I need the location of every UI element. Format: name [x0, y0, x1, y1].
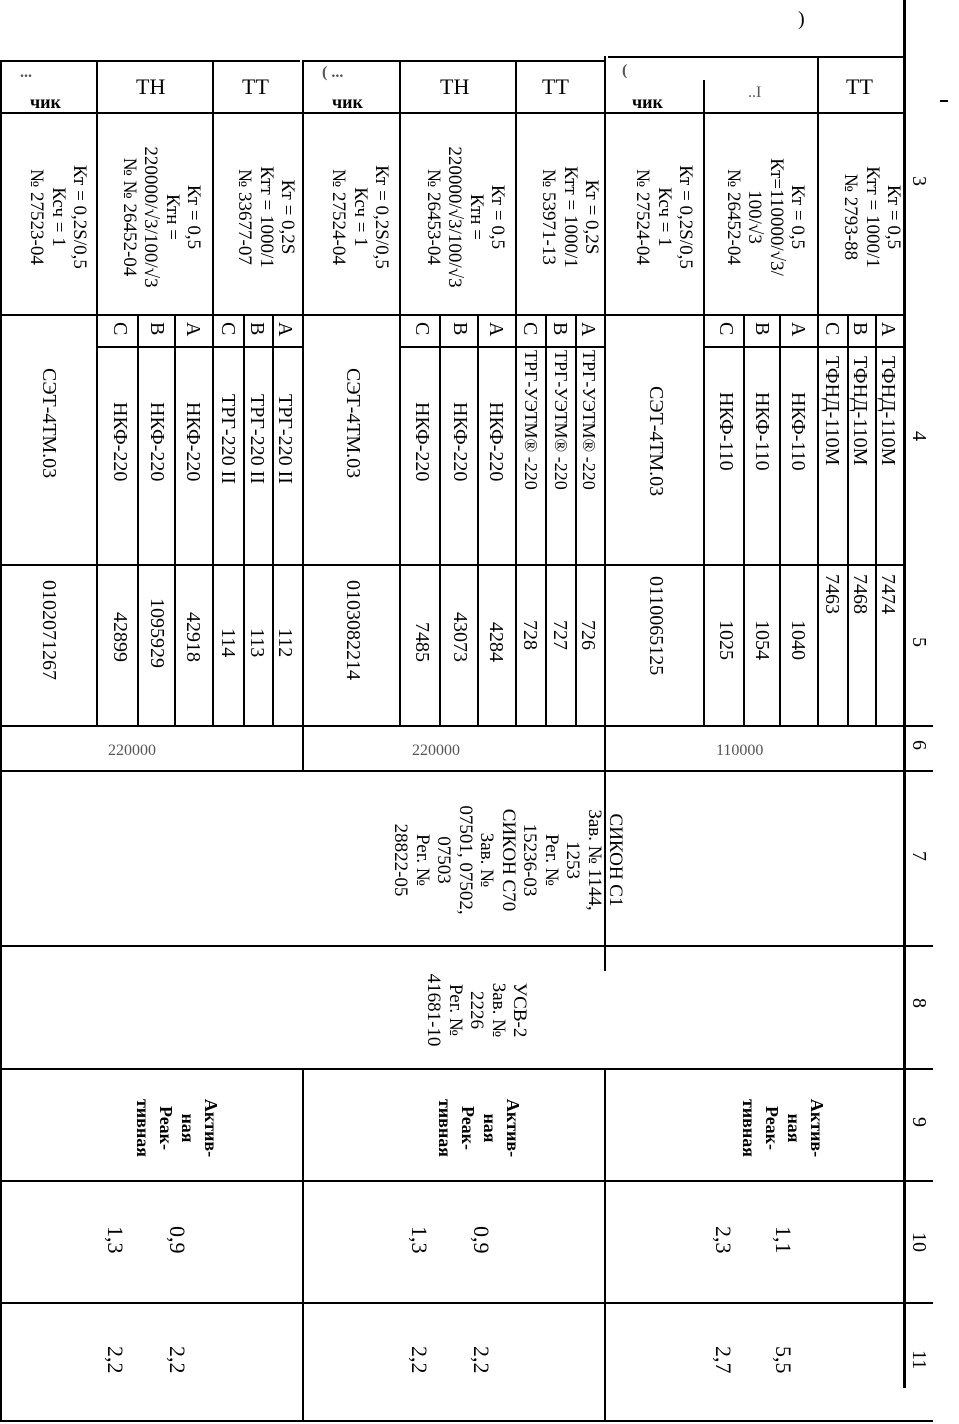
- g3-voltage: 220000: [108, 742, 156, 759]
- group2-top-header: [304, 60, 604, 62]
- g2-tt-num-a: 726: [577, 620, 599, 650]
- g1-tt-num-a: 7474: [877, 574, 899, 614]
- g1-tt-phase-a: А: [877, 322, 899, 337]
- g1-tn-phase-line: [779, 314, 781, 725]
- col6-line: [0, 770, 933, 772]
- g2-tt-type-c: ТРГ-УЭТМ® -220: [521, 350, 541, 490]
- g1-meter-type: СЭТ-4ТМ.03: [645, 386, 667, 497]
- g1-meter-num: 0110065125: [645, 576, 667, 676]
- g3-tt-num-b: 113: [246, 628, 268, 658]
- header-bottom-line: [0, 112, 906, 114]
- g3-energy: Актив- ная Реак- тивная: [133, 1098, 221, 1158]
- colnum-6: 6: [908, 740, 930, 750]
- g3-tt-phase-line2: [243, 314, 245, 725]
- g2-tn-hdr: ТН: [440, 74, 470, 99]
- g2-tt-phase-line2: [545, 314, 547, 725]
- g2-meter-num: 0103082214: [342, 580, 364, 680]
- uspd-block: СИКОН С1 Зав. № 1144, 1253 Рег. № 15236-03 СИКОН С70 Зав. № 07501, 07502, 07503 Рег. № 28822-05: [390, 805, 626, 915]
- g2-phase-letter-line: [401, 346, 604, 348]
- g3-meter-hdr-frag: ...: [20, 64, 32, 81]
- g1-meter-params: Кт = 0,2S/0,5 Ксч = 1 № 27524-04: [632, 165, 696, 269]
- g1-tn-phase-a: А: [787, 322, 809, 337]
- g2-err1-active: 0,9: [469, 1226, 494, 1254]
- g2-tn-tt-line: [515, 60, 517, 725]
- g2-tt-hdr: ТТ: [542, 74, 569, 99]
- g1-meter-hdr-frag: (: [622, 62, 628, 79]
- g3-tt-type-c: ТРГ-220 II: [217, 394, 239, 484]
- g3-tn-num-a: 42918: [182, 612, 204, 662]
- g2-tt-params: Кт = 0,2S Ктт = 1000/1 № 53971-13: [538, 166, 602, 268]
- colnum-4: 4: [908, 431, 930, 441]
- g3-tt-phase-a: А: [274, 322, 296, 337]
- g1-meter-hdr: чик: [632, 92, 663, 112]
- left-border: [0, 60, 2, 1422]
- group-divider-2: [302, 60, 304, 771]
- g1-err1-active: 1,1: [771, 1226, 796, 1254]
- g2-err2-active: 2,2: [469, 1346, 494, 1374]
- g2-tt-type-b: ТРГ-УЭТМ® -220: [551, 350, 571, 490]
- g3-tt-num-c: 114: [217, 628, 239, 658]
- top-fragment: ): [798, 8, 805, 30]
- g3-tn-type-b: НКФ-220: [146, 402, 168, 482]
- g3-tt-phase-b: В: [246, 322, 268, 336]
- g2-meter-params: Кт = 0,2S/0,5 Ксч = 1 № 27524-04: [328, 165, 392, 269]
- g2-tn-phase-c: С: [411, 322, 433, 336]
- g1-tn-phase-b: В: [751, 322, 773, 336]
- g2-err2-reactive: 2,2: [407, 1346, 432, 1374]
- g1-energy: Актив- ная Реак- тивная: [739, 1098, 827, 1158]
- g1-tt-type-a: ТФНД-110М: [877, 356, 899, 466]
- g2-tt-type-a: ТРГ-УЭТМ® -220: [579, 350, 599, 490]
- g3-meter-num: 0102071267: [38, 580, 60, 680]
- g3-meter-type: СЭТ-4ТМ.03: [38, 368, 60, 479]
- g2-tn-type-a: НКФ-220: [485, 402, 507, 482]
- colnum-8: 8: [908, 998, 930, 1008]
- g3-tn-num-b: 1095929: [146, 598, 168, 668]
- g2-tt-num-b: 727: [549, 620, 571, 650]
- g2-meter-type: СЭТ-4ТМ.03: [342, 368, 364, 479]
- g3-tn-hdr: ТН: [136, 74, 166, 99]
- g1-tt-num-b: 7468: [849, 574, 871, 614]
- g2-tt-phase-line: [575, 314, 577, 725]
- g1-meter-tn-line: [703, 80, 705, 725]
- g2-tn-type-c: НКФ-220: [411, 402, 433, 482]
- g3-tn-num-c: 42899: [109, 612, 131, 662]
- g2-tn-phase-line2: [439, 314, 441, 725]
- group1-top-header: [608, 56, 906, 58]
- col3-4-line: [0, 314, 906, 316]
- g3-tt-params: Кт = 0,2S Ктт = 1000/1 № 33677-07: [234, 166, 298, 268]
- group-divider-2b: [302, 1068, 304, 1422]
- right-border-dash: [940, 100, 948, 102]
- g1-tt-phase-c: С: [821, 322, 843, 336]
- g3-meter-hdr: чик: [30, 92, 61, 112]
- g1-tn-type-b: НКФ-110: [751, 392, 773, 471]
- g3-meter-tn-line: [96, 60, 98, 725]
- g2-err1-reactive: 1,3: [407, 1226, 432, 1254]
- g1-tt-params: Кт = 0,5 Ктт = 1000/1 № 2793-88: [840, 166, 904, 268]
- colnum-3: 3: [908, 176, 930, 186]
- g1-tn-hdr-frag: ..I: [748, 84, 762, 101]
- g1-tn-phase-c: С: [715, 322, 737, 336]
- g3-err2-active: 2,2: [165, 1346, 190, 1374]
- g2-tt-phase-b: В: [549, 322, 571, 336]
- g3-tt-num-a: 112: [274, 628, 296, 658]
- g3-tn-phase-line: [174, 314, 176, 725]
- g3-tn-phase-a: А: [182, 322, 204, 337]
- col4-5-line: [0, 564, 906, 566]
- g2-tn-params: Кт = 0,5 Ктн = 220000/√3/100/√3 № 26453-04: [422, 146, 508, 288]
- g2-meter-tn-line: [399, 60, 401, 725]
- g2-tn-num-b: 43073: [449, 612, 471, 662]
- g3-tn-phase-line2: [137, 314, 139, 725]
- g2-energy: Актив- ная Реак- тивная: [435, 1098, 523, 1158]
- g3-err1-active: 0,9: [165, 1226, 190, 1254]
- group3-top-header: [0, 60, 300, 62]
- g3-meter-params: Кт = 0,2S/0,5 Ксч = 1 № 27523-04: [26, 165, 90, 269]
- colnum-9: 9: [908, 1117, 930, 1127]
- g1-tt-phase-b: В: [849, 322, 871, 336]
- g2-tn-phase-a: А: [485, 322, 507, 337]
- g2-meter-hdr-frag: ( ...: [322, 64, 344, 81]
- g2-tt-phase-c: С: [519, 322, 541, 336]
- g1-tn-num-b: 1054: [751, 620, 773, 660]
- colnum-7: 7: [908, 851, 930, 861]
- g2-voltage: 220000: [412, 742, 460, 759]
- g3-tt-hdr: ТТ: [242, 74, 269, 99]
- g2-tn-type-b: НКФ-220: [449, 402, 471, 482]
- g2-tn-phase-line: [477, 314, 479, 725]
- g3-tt-phase-line: [272, 314, 274, 725]
- group-divider-1b: [604, 1068, 606, 1422]
- g1-tn-phase-line2: [743, 314, 745, 725]
- g2-tn-num-a: 4284: [485, 622, 507, 662]
- g3-err1-reactive: 1,3: [103, 1226, 128, 1254]
- col10-line: [0, 1302, 933, 1304]
- g1-tt-type-b: ТФНД-110М: [849, 356, 871, 466]
- g3-tt-phase-c: С: [217, 322, 239, 336]
- g1-tn-type-c: НКФ-110: [715, 392, 737, 471]
- colnum-5: 5: [908, 637, 930, 647]
- g3-tn-type-a: НКФ-220: [182, 402, 204, 482]
- g1-tt-type-c: ТФНД-110М: [821, 356, 843, 466]
- g3-tn-phase-c: С: [109, 322, 131, 336]
- g2-tn-num-c: 7485: [411, 622, 433, 662]
- colnum-strip-line: [0, 725, 933, 727]
- g1-err2-reactive: 2,7: [711, 1346, 736, 1374]
- g3-tt-type-a: ТРГ-220 II: [274, 394, 296, 484]
- g3-tn-phase-b: В: [146, 322, 168, 336]
- server-block: УСВ-2 Зав. № 2226 Рег. № 41681-10: [423, 973, 530, 1047]
- g2-tn-phase-b: В: [449, 322, 471, 336]
- g3-tn-type-c: НКФ-220: [109, 402, 131, 482]
- g1-voltage: 110000: [716, 742, 764, 759]
- g1-err2-active: 5,5: [771, 1346, 796, 1374]
- bottom-line: [0, 1420, 933, 1422]
- g2-tt-phase-a: А: [577, 322, 599, 337]
- g1-tn-num-c: 1025: [715, 620, 737, 660]
- g1-tt-num-c: 7463: [821, 574, 843, 614]
- g3-tn-params: Кт = 0,5 Ктн = 220000/√3/100/√3 № № 26452-04: [118, 146, 204, 288]
- g3-err2-reactive: 2,2: [103, 1346, 128, 1374]
- g1-tn-num-a: 1040: [787, 620, 809, 660]
- col7-line: [0, 945, 933, 947]
- g3-tt-type-b: ТРГ-220 II: [246, 394, 268, 484]
- g1-phase-letter-line: [705, 346, 906, 348]
- g1-tn-type-a: НКФ-110: [787, 392, 809, 471]
- g2-tt-num-c: 728: [519, 620, 541, 650]
- g2-meter-hdr: чик: [332, 92, 363, 112]
- g1-err1-reactive: 2,3: [711, 1226, 736, 1254]
- colnum-11: 11: [908, 1350, 930, 1370]
- g1-tt-hdr: ТТ: [846, 74, 873, 99]
- g3-phase-letter-line: [98, 346, 302, 348]
- g1-tn-tt-line: [817, 56, 819, 725]
- g3-tn-tt-line: [212, 60, 214, 725]
- colnum-10: 10: [908, 1232, 930, 1252]
- g1-tn-params: Кт = 0,5 Кт=110000/√3/ 100/√3 № 26452-04: [722, 158, 808, 276]
